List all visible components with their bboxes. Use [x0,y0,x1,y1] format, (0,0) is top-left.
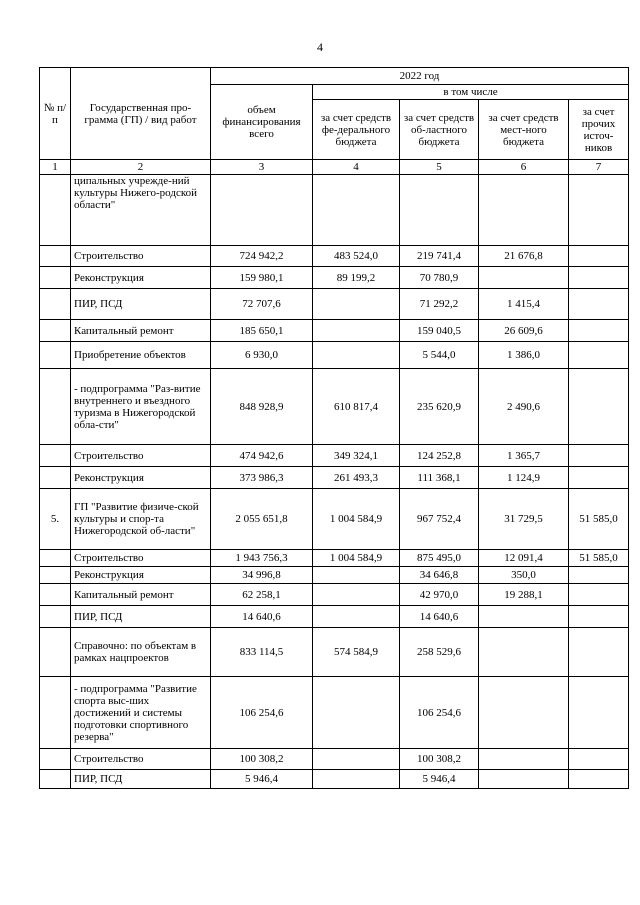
row-federal [313,770,400,789]
row-local: 26 609,6 [479,320,569,342]
row-number [40,267,71,289]
row-number [40,246,71,267]
table-row [40,267,629,289]
row-other [569,445,629,467]
row-federal [313,320,400,342]
row-regional: 235 620,9 [400,369,479,445]
row-federal: 349 324,1 [313,445,400,467]
header-index: 2 [71,160,211,175]
row-federal: 89 199,2 [313,267,400,289]
header-name: Государственная про-грамма (ГП) / вид работ [71,68,211,160]
row-other [569,677,629,749]
row-name: Реконструкция [71,267,211,289]
row-number [40,677,71,749]
table-row [40,628,629,677]
row-local: 21 676,8 [479,246,569,267]
row-name: Строительство [71,246,211,267]
page-number: 4 [317,40,323,54]
row-other: 51 585,0 [569,489,629,550]
header-loc: за счет средств мест-ного бюджета [479,100,569,160]
table-body [40,68,629,789]
row-name: ПИР, ПСД [71,770,211,789]
row-total: 159 980,1 [211,267,313,289]
table-row [40,567,629,584]
row-local [479,606,569,628]
row-federal [313,606,400,628]
row-local: 1 365,7 [479,445,569,467]
header-oth: за счет прочих источ-ников [569,100,629,160]
header-fed: за счет средств фе-дерального бюджета [313,100,400,160]
row-number [40,770,71,789]
header-index: 1 [40,160,71,175]
row-regional: 258 529,6 [400,628,479,677]
row-total [211,175,313,246]
row-total: 1 943 756,3 [211,550,313,567]
header-row-year [40,68,629,85]
row-other [569,175,629,246]
row-total: 185 650,1 [211,320,313,342]
row-regional: 875 495,0 [400,550,479,567]
row-number [40,175,71,246]
row-total: 106 254,6 [211,677,313,749]
row-total: 34 996,8 [211,567,313,584]
row-federal [313,342,400,369]
table-row [40,584,629,606]
table-row [40,175,629,246]
row-other [569,467,629,489]
row-total: 100 308,2 [211,749,313,770]
row-regional [400,175,479,246]
row-local: 2 490,6 [479,369,569,445]
header-incl: в том числе [313,85,629,100]
row-other [569,584,629,606]
row-name: - подпрограмма "Развитие спорта выс-ших достижений и системы подготовки спортивного резерва" [71,677,211,749]
table-row [40,749,629,770]
header-index: 4 [313,160,400,175]
row-other [569,246,629,267]
table-row [40,489,629,550]
row-regional: 124 252,8 [400,445,479,467]
header-index: 3 [211,160,313,175]
table-row [40,677,629,749]
row-local: 350,0 [479,567,569,584]
row-number [40,342,71,369]
row-regional: 219 741,4 [400,246,479,267]
row-number [40,606,71,628]
row-other [569,267,629,289]
row-other [569,749,629,770]
row-number [40,369,71,445]
row-regional: 42 970,0 [400,584,479,606]
row-name: ПИР, ПСД [71,606,211,628]
row-name: Капитальный ремонт [71,584,211,606]
row-name: - подпрограмма "Раз-витие внутреннего и въездного туризма в Нижегородской обла-сти" [71,369,211,445]
row-local: 19 288,1 [479,584,569,606]
row-total: 833 114,5 [211,628,313,677]
row-local [479,628,569,677]
table-row [40,342,629,369]
row-other [569,628,629,677]
header-index-row [40,160,629,175]
table-row [40,369,629,445]
header-total: объем финансирования всего [211,85,313,160]
row-local [479,677,569,749]
row-regional: 967 752,4 [400,489,479,550]
row-local [479,267,569,289]
header-index: 6 [479,160,569,175]
row-number [40,320,71,342]
row-name: ГП "Развитие физиче-ской культуры и спор-та Нижегородской об-ласти" [71,489,211,550]
row-federal [313,289,400,320]
row-number [40,749,71,770]
row-name: Справочно: по объектам в рамках нацпроектов [71,628,211,677]
row-local: 1 124,9 [479,467,569,489]
table-row [40,467,629,489]
row-total: 62 258,1 [211,584,313,606]
row-number [40,467,71,489]
row-other [569,320,629,342]
row-regional: 14 640,6 [400,606,479,628]
row-federal: 483 524,0 [313,246,400,267]
header-year: 2022 год [211,68,629,85]
row-number [40,628,71,677]
row-local [479,749,569,770]
row-regional: 70 780,9 [400,267,479,289]
row-number [40,567,71,584]
row-regional: 5 946,4 [400,770,479,789]
row-federal [313,584,400,606]
row-federal [313,175,400,246]
row-other: 51 585,0 [569,550,629,567]
row-federal: 574 584,9 [313,628,400,677]
row-number [40,445,71,467]
row-total: 2 055 651,8 [211,489,313,550]
header-reg: за счет средств об-ластного бюджета [400,100,479,160]
table-row [40,770,629,789]
row-regional: 106 254,6 [400,677,479,749]
row-name: ципальных учрежде-ний культуры Нижего-родской области" [71,175,211,246]
row-number: 5. [40,489,71,550]
table-row [40,550,629,567]
row-regional: 34 646,8 [400,567,479,584]
row-name: Реконструкция [71,567,211,584]
row-other [569,606,629,628]
row-total: 6 930,0 [211,342,313,369]
row-federal: 1 004 584,9 [313,489,400,550]
row-total: 5 946,4 [211,770,313,789]
row-other [569,770,629,789]
row-other [569,342,629,369]
row-total: 848 928,9 [211,369,313,445]
table-row [40,289,629,320]
row-name: Приобретение объектов [71,342,211,369]
row-name: Реконструкция [71,467,211,489]
row-federal: 1 004 584,9 [313,550,400,567]
row-total: 724 942,2 [211,246,313,267]
row-name: Капитальный ремонт [71,320,211,342]
row-regional: 100 308,2 [400,749,479,770]
row-total: 72 707,6 [211,289,313,320]
table-row [40,445,629,467]
row-total: 14 640,6 [211,606,313,628]
table-row [40,246,629,267]
row-other [569,567,629,584]
row-name: Строительство [71,445,211,467]
row-name: ПИР, ПСД [71,289,211,320]
table-row [40,606,629,628]
row-number [40,584,71,606]
row-local: 1 415,4 [479,289,569,320]
row-federal [313,567,400,584]
row-local: 31 729,5 [479,489,569,550]
row-total: 373 986,3 [211,467,313,489]
header-index: 5 [400,160,479,175]
row-other [569,289,629,320]
row-number [40,289,71,320]
row-regional: 159 040,5 [400,320,479,342]
row-total: 474 942,6 [211,445,313,467]
row-other [569,369,629,445]
row-name: Строительство [71,749,211,770]
row-regional: 111 368,1 [400,467,479,489]
row-local [479,175,569,246]
row-local [479,770,569,789]
header-index: 7 [569,160,629,175]
row-regional: 71 292,2 [400,289,479,320]
row-federal: 610 817,4 [313,369,400,445]
financing-table [39,67,629,789]
row-local: 1 386,0 [479,342,569,369]
row-federal: 261 493,3 [313,467,400,489]
row-local: 12 091,4 [479,550,569,567]
table-row [40,320,629,342]
row-federal [313,677,400,749]
row-number [40,550,71,567]
row-regional: 5 544,0 [400,342,479,369]
header-num: № п/п [40,68,71,160]
row-federal [313,749,400,770]
row-name: Строительство [71,550,211,567]
